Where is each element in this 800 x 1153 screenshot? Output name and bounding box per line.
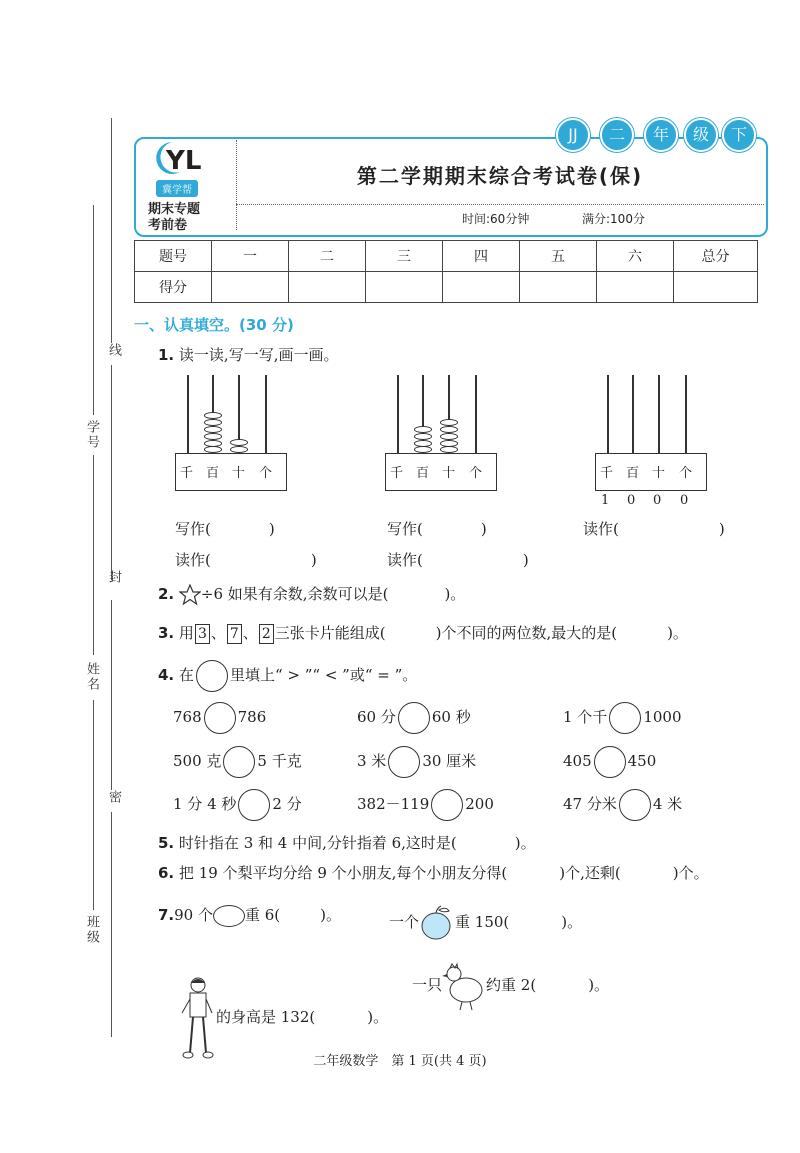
score-cell[interactable] bbox=[366, 272, 443, 303]
score-cell[interactable] bbox=[289, 272, 366, 303]
grade-tag-4: 下 bbox=[722, 118, 756, 152]
abacus-bead bbox=[440, 419, 458, 426]
place-label-hundreds: 百 bbox=[416, 466, 430, 481]
q1 bbox=[158, 344, 338, 365]
score-cell[interactable] bbox=[212, 272, 289, 303]
grade-tag-0: JJ bbox=[556, 118, 590, 152]
score-header-cell: 五 bbox=[520, 241, 597, 272]
abacus-frame bbox=[385, 453, 497, 491]
q7-d: 一只 约重 2( )。 bbox=[412, 960, 609, 1012]
section1-title: 一、认真填空。(30 分) bbox=[134, 316, 294, 334]
abacus-frame bbox=[175, 453, 287, 491]
grade-tag-1: 二 bbox=[600, 118, 634, 152]
place-label-tens: 十 bbox=[232, 466, 246, 481]
q7-a: 7.90 个 重 6( )。 bbox=[158, 904, 341, 927]
score-table bbox=[134, 240, 758, 303]
abacus-bead bbox=[440, 446, 458, 453]
q6: 6. 把 19 个梨平均分给 9 个小朋友,每个小朋友分得( )个,还剩( )个。 bbox=[158, 864, 709, 882]
score-header-cell: 题号 bbox=[135, 241, 212, 272]
abacus-rod bbox=[607, 375, 609, 453]
abacus-bead bbox=[204, 419, 222, 426]
score-cell[interactable] bbox=[597, 272, 674, 303]
abacus-3 bbox=[595, 375, 707, 515]
binding-line-3 bbox=[111, 600, 112, 790]
score-header-cell: 一 bbox=[212, 241, 289, 272]
q4-num: 4. bbox=[158, 666, 175, 684]
boy-icon bbox=[176, 975, 216, 1061]
abacus-bead bbox=[230, 439, 248, 446]
page-footer: 二年级数学 第 1 页(共 4 页) bbox=[313, 1054, 487, 1069]
student-no-line bbox=[93, 205, 94, 415]
place-label-hundreds: 百 bbox=[206, 466, 220, 481]
score-table-row bbox=[135, 272, 758, 303]
score-header-cell: 二 bbox=[289, 241, 366, 272]
score-header-cell: 总分 bbox=[674, 241, 758, 272]
q5: 5. 时针指在 3 和 4 中间,分针指着 6,这时是( )。 bbox=[158, 834, 536, 852]
abacus3-digit: 0 bbox=[627, 493, 636, 508]
score-cell[interactable] bbox=[443, 272, 520, 303]
page-title: 第二学期期末综合考试卷(保) bbox=[356, 164, 644, 188]
place-label-thousands: 千 bbox=[390, 466, 404, 481]
abacus-rod bbox=[632, 375, 634, 453]
compare-item: 60 分 60 秒 bbox=[357, 702, 471, 734]
side-class: 班级 bbox=[84, 915, 99, 945]
compare-item: 1 分 4 秒 2 分 bbox=[173, 789, 302, 821]
chicken-icon bbox=[442, 960, 486, 1012]
score-header-cell: 四 bbox=[443, 241, 520, 272]
compare-circle[interactable] bbox=[431, 789, 463, 821]
logo-mark: YL bbox=[166, 146, 202, 176]
q1-num: 1. bbox=[158, 346, 175, 364]
compare-item: 500 克 5 千克 bbox=[173, 746, 302, 778]
compare-circle[interactable] bbox=[619, 789, 651, 821]
class-line bbox=[93, 700, 94, 910]
compare-item: 405 450 bbox=[563, 746, 656, 778]
place-label-thousands: 千 bbox=[180, 466, 194, 481]
q6-num: 6. bbox=[158, 864, 175, 882]
place-label-tens: 十 bbox=[442, 466, 456, 481]
score-header-cell: 六 bbox=[597, 241, 674, 272]
full-score: 满分:100分 bbox=[582, 212, 645, 226]
star-icon bbox=[179, 584, 201, 606]
place-label-ones: 个 bbox=[259, 466, 273, 481]
abacus-rod bbox=[685, 375, 687, 453]
q1-read-3[interactable]: 读作( ) bbox=[583, 520, 725, 538]
q5-num: 5. bbox=[158, 834, 175, 852]
exam-time: 时间:60分钟 bbox=[462, 212, 530, 226]
q7-c: 的身高是 132( )。 bbox=[176, 975, 388, 1061]
grade-tag-3: 级 bbox=[684, 118, 718, 152]
abacus-bead bbox=[440, 433, 458, 440]
side-line-label: 线 bbox=[106, 343, 121, 358]
abacus3-digit: 0 bbox=[680, 493, 689, 508]
abacus-2 bbox=[385, 375, 497, 515]
abacus-frame bbox=[595, 453, 707, 491]
q1-write-1[interactable]: 写作( ) bbox=[175, 520, 275, 538]
side-secret-label: 密 bbox=[106, 790, 121, 805]
compare-item: 47 分米 4 米 bbox=[563, 789, 682, 821]
abacus-bead bbox=[204, 433, 222, 440]
compare-circle[interactable] bbox=[238, 789, 270, 821]
q2: 2. ÷6 如果有余数,余数可以是( )。 bbox=[158, 583, 465, 606]
binding-line-bottom bbox=[111, 812, 112, 1037]
digit-card: 2 bbox=[259, 624, 274, 644]
q1-text: 读一读,写一写,画一画。 bbox=[178, 346, 339, 364]
compare-item: 1 个千 1000 bbox=[563, 702, 682, 734]
side-student-no: 学号 bbox=[84, 420, 99, 450]
egg-icon bbox=[213, 905, 245, 927]
abacus-bead bbox=[204, 446, 222, 453]
abacus-bead bbox=[414, 426, 432, 433]
name-line bbox=[93, 455, 94, 655]
abacus-bead bbox=[414, 433, 432, 440]
compare-circle-sample bbox=[196, 660, 228, 692]
side-name: 姓名 bbox=[84, 662, 99, 692]
place-label-tens: 十 bbox=[652, 466, 666, 481]
abacus3-digit: 1 bbox=[601, 493, 610, 508]
logo-line1: 期末专题 bbox=[148, 202, 201, 217]
compare-circle[interactable] bbox=[594, 746, 626, 778]
abacus-1 bbox=[175, 375, 287, 515]
compare-circle[interactable] bbox=[398, 702, 430, 734]
compare-item: 3 米 30 厘米 bbox=[357, 746, 476, 778]
q2-text: ÷6 如果有余数,余数可以是( bbox=[200, 585, 389, 603]
score-cell[interactable] bbox=[520, 272, 597, 303]
place-label-ones: 个 bbox=[679, 466, 693, 481]
place-label-hundreds: 百 bbox=[626, 466, 640, 481]
compare-circle[interactable] bbox=[609, 702, 641, 734]
side-seal-label: 封 bbox=[106, 570, 121, 585]
place-label-ones: 个 bbox=[469, 466, 483, 481]
compare-item: 768 786 bbox=[173, 702, 266, 734]
score-row-label: 得分 bbox=[135, 272, 212, 303]
digit-card: 3 bbox=[195, 624, 210, 644]
abacus-rod bbox=[187, 375, 189, 453]
compare-item: 382－119 200 bbox=[357, 789, 494, 821]
abacus-bead bbox=[230, 446, 248, 453]
score-table-header-row bbox=[135, 241, 758, 272]
q7-num: 7. bbox=[158, 906, 175, 924]
abacus-rod bbox=[265, 375, 267, 453]
logo-line2: 考前卷 bbox=[148, 218, 188, 233]
place-label-thousands: 千 bbox=[600, 466, 614, 481]
binding-line-2 bbox=[111, 365, 112, 580]
logo bbox=[146, 140, 232, 233]
abacus-rod bbox=[658, 375, 660, 453]
header-underline bbox=[236, 204, 764, 205]
q1-read-2[interactable]: 读作( ) bbox=[387, 551, 529, 569]
abacus-bead bbox=[414, 446, 432, 453]
grade-tag-2: 年 bbox=[644, 118, 678, 152]
abacus-rod bbox=[397, 375, 399, 453]
compare-circle[interactable] bbox=[204, 702, 236, 734]
q1-write-2[interactable]: 写作( ) bbox=[387, 520, 487, 538]
score-cell[interactable] bbox=[674, 272, 758, 303]
compare-circle[interactable] bbox=[223, 746, 255, 778]
q4: 4. 在 里填上“ > ”“ < ”或“ = ”。 bbox=[158, 660, 417, 692]
logo-badge: 冀学帮 bbox=[156, 180, 198, 197]
abacus-bead bbox=[204, 412, 222, 419]
binding-line-top bbox=[111, 118, 112, 343]
q3-num: 3. bbox=[158, 624, 175, 642]
abacus-bead bbox=[440, 426, 458, 433]
abacus-bead bbox=[204, 426, 222, 433]
abacus-rod bbox=[475, 375, 477, 453]
compare-circle[interactable] bbox=[388, 746, 420, 778]
q2-num: 2. bbox=[158, 585, 175, 603]
score-header-cell: 三 bbox=[366, 241, 443, 272]
digit-card: 7 bbox=[227, 624, 242, 644]
apple-icon bbox=[419, 904, 455, 942]
q3: 3. 用 3 、 7 、 2 三张卡片能组成( )个不同的两位数,最大的是( )。 bbox=[158, 624, 688, 642]
q1-read-1[interactable]: 读作( ) bbox=[175, 551, 317, 569]
abacus3-digit: 0 bbox=[653, 493, 662, 508]
q7-b: 一个 重 150( )。 bbox=[389, 904, 582, 942]
